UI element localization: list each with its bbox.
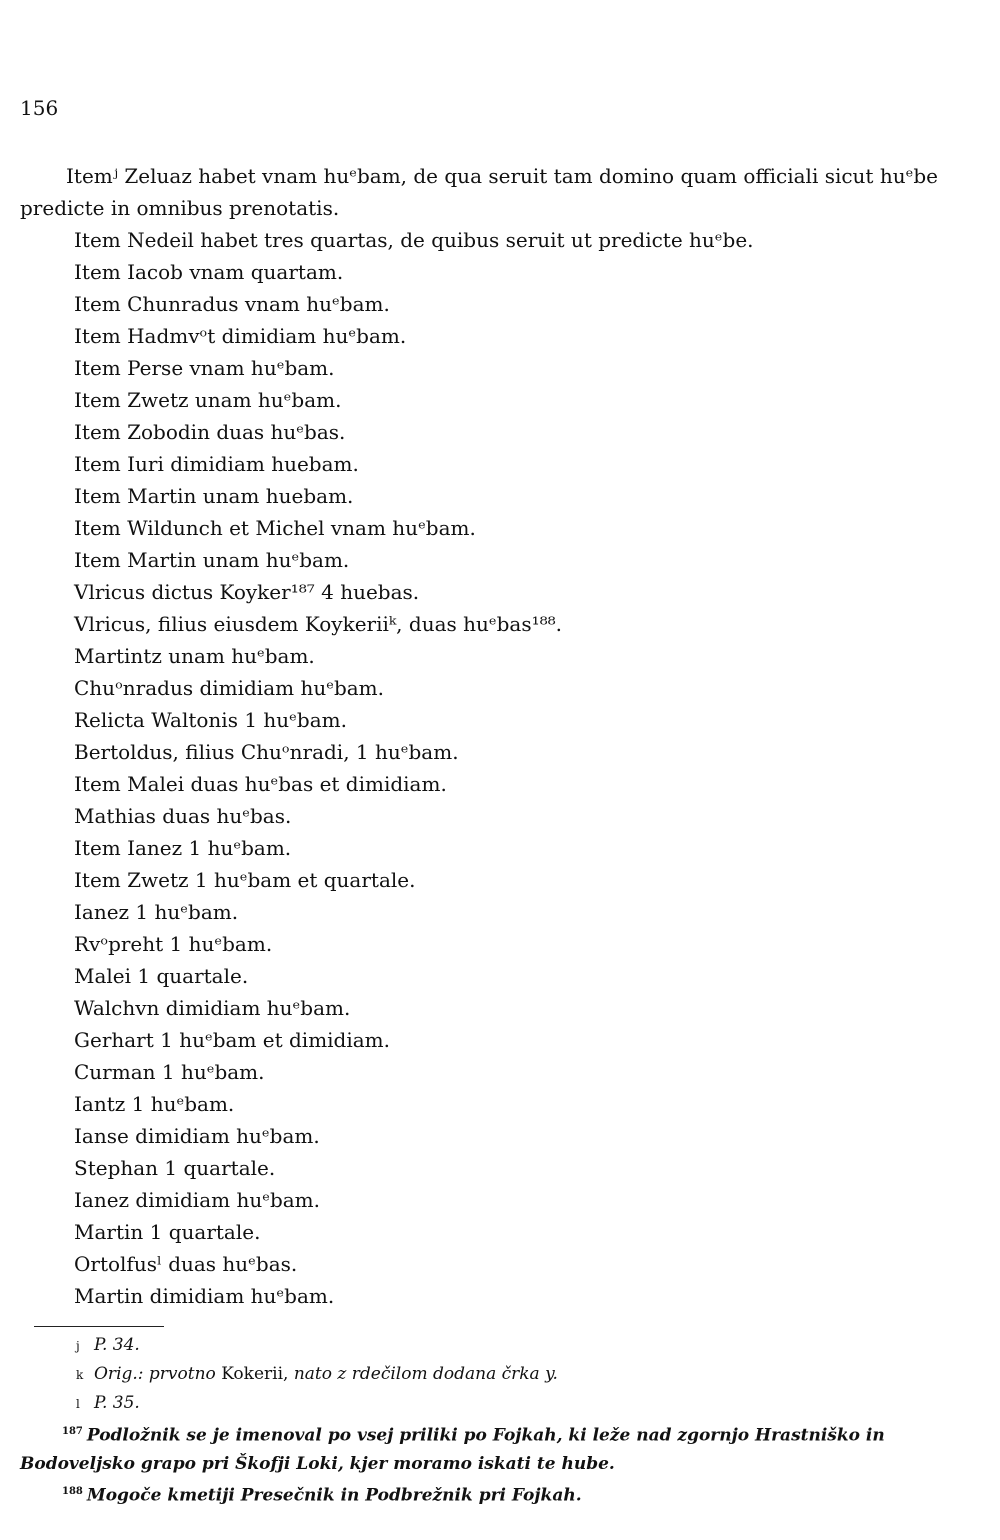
document-body [20, 160, 940, 1312]
list-item: Item Ianez 1 huᵉbam. [74, 836, 292, 860]
footnote-188 [20, 1478, 930, 1510]
list-item: Chuᵒnradus dimidiam huᵉbam. [74, 676, 384, 700]
footnote-marker: k [76, 1368, 84, 1382]
footnote-marker: j [76, 1339, 80, 1353]
footnote-text: Mogoče kmetiji Presečnik in Podbrežnik pri Fojkah. [86, 1485, 582, 1506]
footnote-j [20, 1331, 930, 1360]
list-item: Malei 1 quartale. [74, 964, 249, 988]
list-item: Item Martin unam huebam. [74, 484, 354, 508]
list-item: Ianez 1 huᵉbam. [74, 900, 239, 924]
list-item: Stephan 1 quartale. [74, 1156, 276, 1180]
list-item: Walchvn dimidiam huᵉbam. [74, 996, 351, 1020]
footnotes [20, 1326, 930, 1509]
list-item: Martintz unam huᵉbam. [74, 644, 315, 668]
footnote-text: Podložnik se je imenoval po vsej priliki po Fojkah, ki leže nad zgornjo Hrastniško in Bodoveljsko grapo pri Škofji Loki, kjer moramo iskati te hube. [20, 1425, 885, 1474]
footnote-k [20, 1360, 930, 1389]
list-item: Item Iuri dimidiam huebam. [74, 452, 359, 476]
footnote-text: P. 35. [94, 1393, 140, 1413]
list-item: Rvᵒpreht 1 huᵉbam. [74, 932, 273, 956]
list-item: Bertoldus, filius Chuᵒnradi, 1 huᵉbam. [74, 740, 459, 764]
list-item: Relicta Waltonis 1 huᵉbam. [74, 708, 347, 732]
list-item: Martin dimidiam huᵉbam. [74, 1284, 335, 1308]
footnote-marker: 187 [62, 1426, 83, 1437]
list-item: Item Nedeil habet tres quartas, de quibus seruit ut predicte huᵉbe. [74, 228, 754, 252]
page-number: 156 [20, 96, 59, 120]
list-item: Item Iacob vnam quartam. [74, 260, 344, 284]
footnote-l [20, 1389, 930, 1418]
list-item: Ianse dimidiam huᵉbam. [74, 1124, 320, 1148]
opening-paragraph: Itemʲ Zeluaz habet vnam huᵉbam, de qua seruit tam domino quam officiali sicut huᵉbe predicte in omnibus prenotatis. [20, 164, 938, 220]
list-item: Vlricus, filius eiusdem Koykeriiᵏ, duas huᵉbas¹⁸⁸. [74, 612, 563, 636]
list-item: Ianez dimidiam huᵉbam. [74, 1188, 320, 1212]
list-item: Item Zobodin duas huᵉbas. [74, 420, 346, 444]
list-item: Curman 1 huᵉbam. [74, 1060, 265, 1084]
list-item: Item Hadmvᵒt dimidiam huᵉbam. [74, 324, 407, 348]
footnote-quoted-word: Kokerii, [221, 1364, 289, 1384]
footnote-divider [34, 1326, 164, 1327]
list-item: Item Perse vnam huᵉbam. [74, 356, 335, 380]
footnote-text: Orig.: prvotno [94, 1364, 216, 1384]
footnote-marker: l [76, 1397, 80, 1411]
list-item: Item Zwetz unam huᵉbam. [74, 388, 342, 412]
list-item: Iantz 1 huᵉbam. [74, 1092, 235, 1116]
list-item: Ortolfusˡ duas huᵉbas. [74, 1252, 298, 1276]
list-item: Martin 1 quartale. [74, 1220, 261, 1244]
footnote-text: P. 34. [94, 1335, 140, 1355]
list-item: Item Martin unam huᵉbam. [74, 548, 350, 572]
list-item: Gerhart 1 huᵉbam et dimidiam. [74, 1028, 391, 1052]
list-item: Mathias duas huᵉbas. [74, 804, 292, 828]
entry-list [20, 224, 940, 1312]
footnote-187 [20, 1418, 930, 1478]
list-item: Vlricus dictus Koyker¹⁸⁷ 4 huebas. [74, 580, 420, 604]
footnote-text: nato z rdečilom dodana črka y. [293, 1364, 558, 1384]
footnote-marker: 188 [62, 1485, 83, 1497]
list-item: Item Zwetz 1 huᵉbam et quartale. [74, 868, 416, 892]
list-item: Item Chunradus vnam huᵉbam. [74, 292, 390, 316]
list-item: Item Wildunch et Michel vnam huᵉbam. [74, 516, 476, 540]
list-item: Item Malei duas huᵉbas et dimidiam. [74, 772, 447, 796]
